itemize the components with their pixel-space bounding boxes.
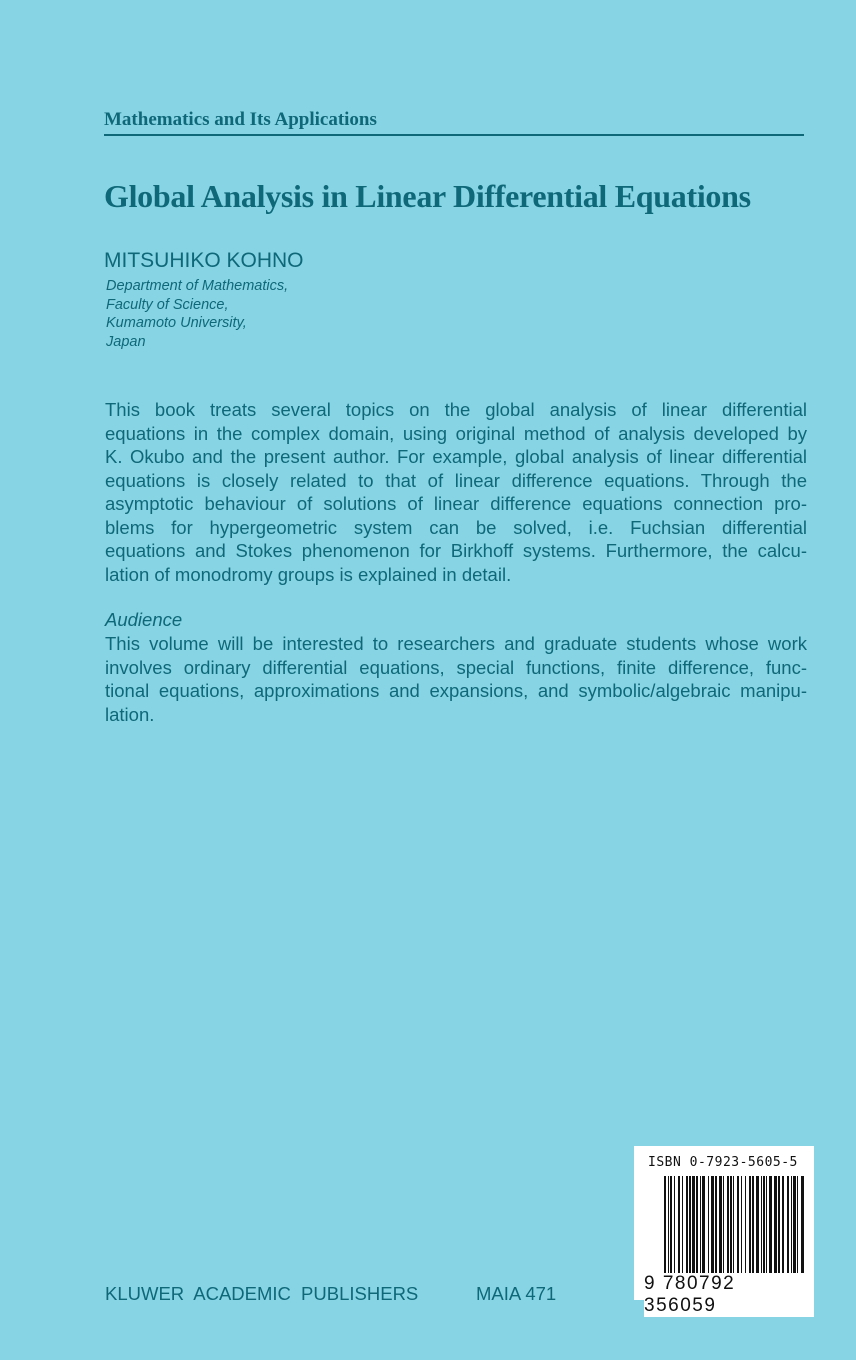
- barcode-bar: [682, 1176, 683, 1274]
- description-line: equations in the complex domain, using original method of analysis developed by: [105, 422, 807, 444]
- barcode-bar: [723, 1176, 724, 1274]
- barcode-bar: [668, 1176, 669, 1274]
- isbn-barcode: [634, 1146, 814, 1316]
- isbn-text: ISBN 0-7923-5605-5: [648, 1155, 798, 1170]
- description-line: asymptotic behaviour of solutions of linear difference equations connection pro-: [105, 493, 807, 514]
- barcode-bar: [761, 1176, 762, 1274]
- audience-text: [105, 632, 807, 726]
- barcode-bar: [737, 1176, 739, 1274]
- affiliation-line: Faculty of Science,: [106, 296, 229, 313]
- author-name: MITSUHIKO KOHNO: [104, 249, 304, 272]
- description-line: This book treats several topics on the global analysis of linear differential: [105, 399, 807, 420]
- barcode-bar: [801, 1176, 804, 1288]
- description-line: equations is closely related to that of linear difference equations. Through the: [105, 469, 807, 491]
- series-divider: [104, 134, 804, 136]
- author-affiliation: [106, 277, 288, 352]
- barcode-bar: [793, 1176, 796, 1274]
- barcode-bar: [696, 1176, 698, 1274]
- barcode-bar: [766, 1176, 767, 1274]
- audience-line: This volume will be interested to researchers and graduate students whose work: [105, 633, 807, 654]
- affiliation-line: Kumamoto University,: [106, 315, 247, 332]
- audience-line: involves ordinary differential equations, special functions, finite difference, func-: [105, 656, 807, 678]
- barcode-bar: [733, 1176, 734, 1288]
- barcode-bar: [727, 1176, 729, 1274]
- description-line: lation of monodromy groups is explained in detail.: [105, 563, 512, 585]
- barcode-bar: [741, 1176, 742, 1274]
- series-title: Mathematics and Its Applications: [104, 109, 377, 130]
- barcode-bar: [678, 1176, 680, 1274]
- barcode-bar: [702, 1176, 705, 1274]
- barcode-bar: [670, 1176, 672, 1274]
- barcode-bar: [774, 1176, 777, 1274]
- barcode-bar: [756, 1176, 759, 1274]
- affiliation-line: Japan: [106, 334, 146, 351]
- barcode-bar: [787, 1176, 789, 1274]
- barcode-digits: 9 780792 356059: [644, 1273, 814, 1317]
- description-line: K. Okubo and the present author. For example, global analysis of linear differential: [105, 446, 807, 467]
- barcode-bar: [791, 1176, 792, 1274]
- book-title: Global Analysis in Linear Differential Equations: [104, 178, 751, 214]
- barcode-bar: [715, 1176, 717, 1274]
- description-line: equations and Stokes phenomenon for Birkhoff systems. Furthermore, the calcu-: [105, 540, 807, 561]
- barcode-bar: [692, 1176, 695, 1274]
- barcode-bar: [778, 1176, 780, 1274]
- barcode-bar: [686, 1176, 688, 1274]
- affiliation-line: Department of Mathematics,: [106, 278, 289, 294]
- volume-number: MAIA 471: [476, 1283, 557, 1304]
- publisher-name: KLUWER ACADEMIC PUBLISHERS: [105, 1283, 419, 1304]
- barcode-bar: [769, 1176, 772, 1274]
- barcode-bar: [664, 1176, 666, 1288]
- audience-line: tional equations, approximations and expansions, and symbolic/algebraic manipu-: [105, 680, 807, 701]
- book-description: [105, 398, 807, 586]
- barcode-bar: [749, 1176, 751, 1274]
- audience-heading: Audience: [105, 609, 183, 630]
- barcode-bar: [719, 1176, 722, 1274]
- barcode-bar: [797, 1176, 798, 1288]
- barcode-bar: [745, 1176, 746, 1274]
- barcode-bar: [674, 1176, 675, 1274]
- barcode-bar: [782, 1176, 784, 1274]
- description-line: blems for hypergeometric system can be solved, i.e. Fuchsian differential: [105, 516, 807, 538]
- barcode-bars: [644, 1176, 804, 1288]
- barcode-bar: [752, 1176, 754, 1274]
- barcode-bar: [700, 1176, 701, 1274]
- audience-line: lation.: [105, 703, 155, 725]
- barcode-bar: [730, 1176, 732, 1274]
- barcode-bar: [708, 1176, 709, 1274]
- barcode-bar: [763, 1176, 765, 1274]
- barcode-bar: [689, 1176, 691, 1274]
- barcode-bar: [711, 1176, 714, 1274]
